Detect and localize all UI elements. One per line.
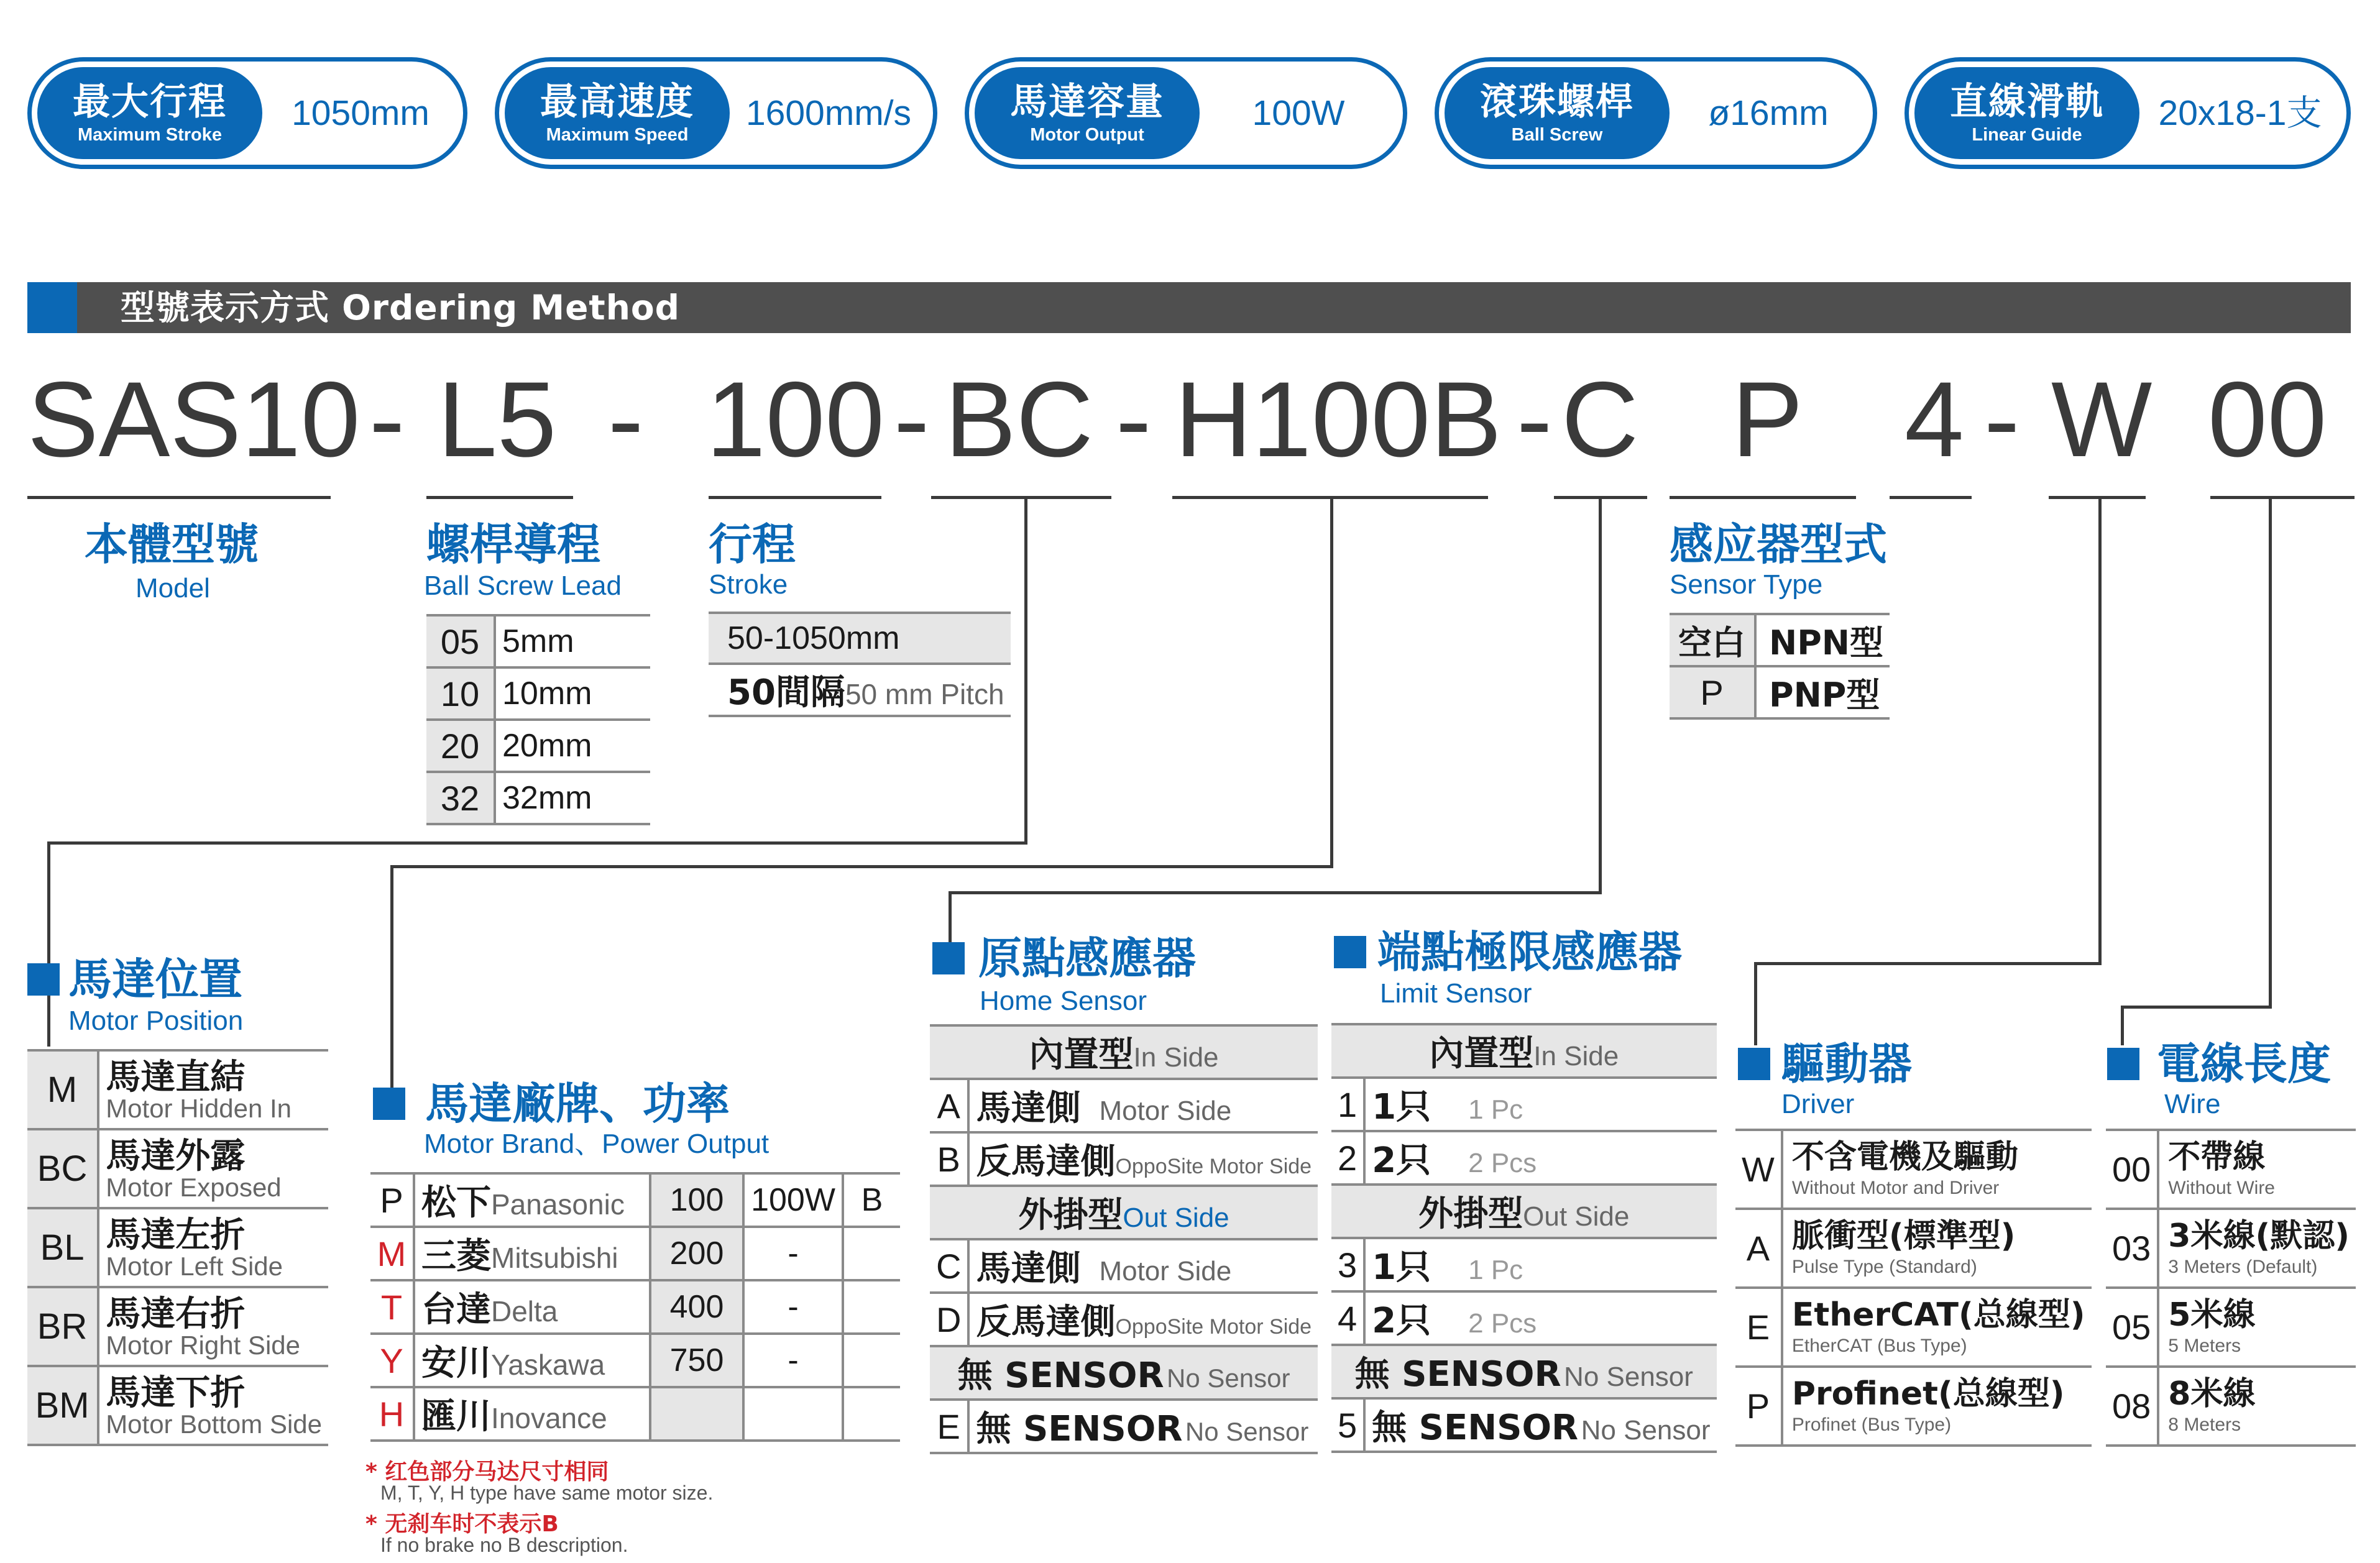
code-underline	[1670, 496, 1856, 499]
stroke-table: 50-1050mm 50間隔50 mm Pitch	[709, 612, 1011, 717]
code-underline	[931, 496, 1111, 499]
connector-line	[390, 865, 393, 1089]
code-sensor-type: P	[1732, 360, 1803, 479]
spec-value: 1050mm	[292, 93, 430, 133]
connector-line	[2121, 1006, 2272, 1009]
code-lead: L5	[438, 360, 557, 479]
note-no-brake-en: If no brake no B description.	[380, 1534, 628, 1556]
stroke-title: 行程	[709, 519, 796, 570]
connector-line	[1330, 499, 1333, 868]
section-marker	[1334, 936, 1366, 968]
spec-label: 最高速度 Maximum Speed	[505, 67, 730, 159]
code-dash: -	[369, 360, 405, 479]
sensor-type-title: 感应器型式	[1670, 519, 1887, 570]
code-dash: -	[608, 360, 644, 479]
code-dash: -	[894, 360, 930, 479]
code-model: SAS10	[27, 360, 361, 479]
model-title-en: Model	[136, 573, 210, 603]
spec-value: 20x18-1支	[2158, 93, 2322, 133]
code-underline	[27, 496, 331, 499]
driver-title-en: Driver	[1781, 1089, 1855, 1119]
section-marker	[27, 963, 60, 996]
spec-motor-output	[965, 57, 1407, 169]
section-marker	[1738, 1048, 1770, 1080]
motor-brand-table: P 松下Panasonic 100 100W B M 三菱Mitsubishi 200 - T 台達Delta 400 - Y 安川Yaskawa 750 - H 匯川Inovance	[370, 1172, 900, 1442]
code-motor-brand: H100B	[1175, 360, 1502, 479]
spec-max-stroke	[27, 57, 467, 169]
motor-position-table: M 馬達直結 Motor Hidden In BC 馬達外露 Motor Exposed BL 馬達左折 Motor Left Side BR 馬達右折 Motor Right Side BM 馬達下折 Motor Bottom Side	[27, 1049, 328, 1446]
motor-position-title-en: Motor Position	[68, 1006, 244, 1036]
section-marker	[2107, 1048, 2139, 1080]
code-dash: -	[1517, 360, 1553, 479]
connector-line	[949, 891, 1602, 894]
code-driver: W	[2051, 360, 2153, 479]
connector-line	[1599, 499, 1602, 894]
ordering-method-bar	[27, 282, 2351, 333]
connector-line	[2121, 1006, 2124, 1045]
wire-title-en: Wire	[2164, 1089, 2221, 1119]
code-underline	[1890, 496, 1972, 499]
connector-line	[1754, 962, 2102, 965]
note-red-same-size: * 红色部分马达尺寸相同	[365, 1459, 609, 1485]
wire-table: 00 不帶線 Without Wire 03 3米線(默認) 3 Meters (Default) 05 5米線 5 Meters 08 8米線 8 Meters	[2106, 1129, 2356, 1447]
connector-line	[949, 891, 952, 943]
note-red-same-size-en: M, T, Y, H type have same motor size.	[380, 1482, 714, 1504]
wire-title: 電線長度	[2157, 1038, 2331, 1089]
motor-brand-title: 馬達廠牌、功率	[425, 1078, 730, 1129]
bar-accent	[27, 282, 77, 333]
code-dash: -	[1984, 360, 2020, 479]
connector-line	[47, 841, 1027, 845]
driver-table: W 不含電機及驅動 Without Motor and Driver A 脈衝型(標準型) Pulse Type (Standard) E EtherCAT(总線型) EtherCAT (Bus Type) P Profinet(总線型) Profinet (Bus Type)	[1735, 1129, 2092, 1447]
stroke-title-en: Stroke	[709, 569, 788, 600]
home-sensor-table: 內置型In Side A 馬達側 Motor Side B 反馬達側OppoSite Motor Side 外掛型Out Side C 馬達側 Motor Side D 反馬達側OppoSite Motor Side 無 SENSOR No Sensor E 無 SENSOR No Sensor	[930, 1024, 1318, 1454]
ordering-title: 型號表示方式 Ordering Method	[121, 288, 681, 328]
code-dash: -	[1116, 360, 1152, 479]
code-stroke: 100	[706, 360, 884, 479]
limit-sensor-table: 內置型In Side 1 1只 1 Pc 2 2只 2 Pcs 外掛型Out Side 3 1只 1 Pc 4 2只 2 Pcs 無 SENSOR No Sensor 5 無 SENSOR No Sensor	[1331, 1023, 1717, 1453]
sensor-type-table: 空白 NPN型 P PNP型	[1670, 613, 1890, 720]
home-sensor-title-en: Home Sensor	[980, 986, 1147, 1016]
spec-value: ø16mm	[1708, 93, 1829, 133]
section-marker	[932, 942, 965, 974]
code-limit-sensor: 4	[1904, 360, 1964, 479]
driver-title: 驅動器	[1781, 1038, 1912, 1089]
connector-line	[1754, 962, 1757, 1045]
code-home-sensor: C	[1561, 360, 1639, 479]
lead-title: 螺桿導程	[426, 519, 600, 570]
spec-label: 直線滑軌 Linear Guide	[1914, 67, 2139, 159]
home-sensor-title: 原點感應器	[978, 933, 1196, 984]
connector-line	[47, 841, 50, 1047]
spec-label: 滾珠螺桿 Ball Screw	[1445, 67, 1670, 159]
spec-max-speed	[495, 57, 937, 169]
code-underline	[426, 496, 573, 499]
spec-ball-screw	[1435, 57, 1877, 169]
code-underline	[2049, 496, 2146, 499]
connector-line	[1024, 499, 1027, 845]
code-underline	[2210, 496, 2355, 499]
connector-line	[390, 865, 1333, 868]
spec-value: 100W	[1252, 93, 1345, 133]
limit-sensor-title: 端點極限感應器	[1377, 927, 1682, 978]
motor-brand-title-en: Motor Brand、Power Output	[424, 1129, 770, 1159]
sensor-type-title-en: Sensor Type	[1670, 569, 1823, 600]
code-wire: 00	[2208, 360, 2327, 479]
connector-line	[2269, 499, 2272, 1009]
spec-label: 馬達容量 Motor Output	[975, 67, 1200, 159]
model-title: 本體型號	[85, 519, 259, 570]
section-marker	[373, 1088, 405, 1120]
lead-title-en: Ball Screw Lead	[424, 571, 622, 601]
connector-line	[2098, 499, 2102, 965]
lead-table: 05 5mm 10 10mm 20 20mm 32 32mm	[426, 614, 650, 825]
spec-value: 1600mm/s	[745, 93, 912, 133]
note-no-brake: * 无刹车时不表示B	[365, 1511, 559, 1537]
spec-linear-guide	[1904, 57, 2351, 169]
motor-position-title: 馬達位置	[68, 954, 242, 1005]
spec-label: 最大行程 Maximum Stroke	[37, 67, 262, 159]
code-motor-position: BC	[945, 360, 1093, 479]
limit-sensor-title-en: Limit Sensor	[1380, 978, 1532, 1009]
code-underline	[709, 496, 881, 499]
